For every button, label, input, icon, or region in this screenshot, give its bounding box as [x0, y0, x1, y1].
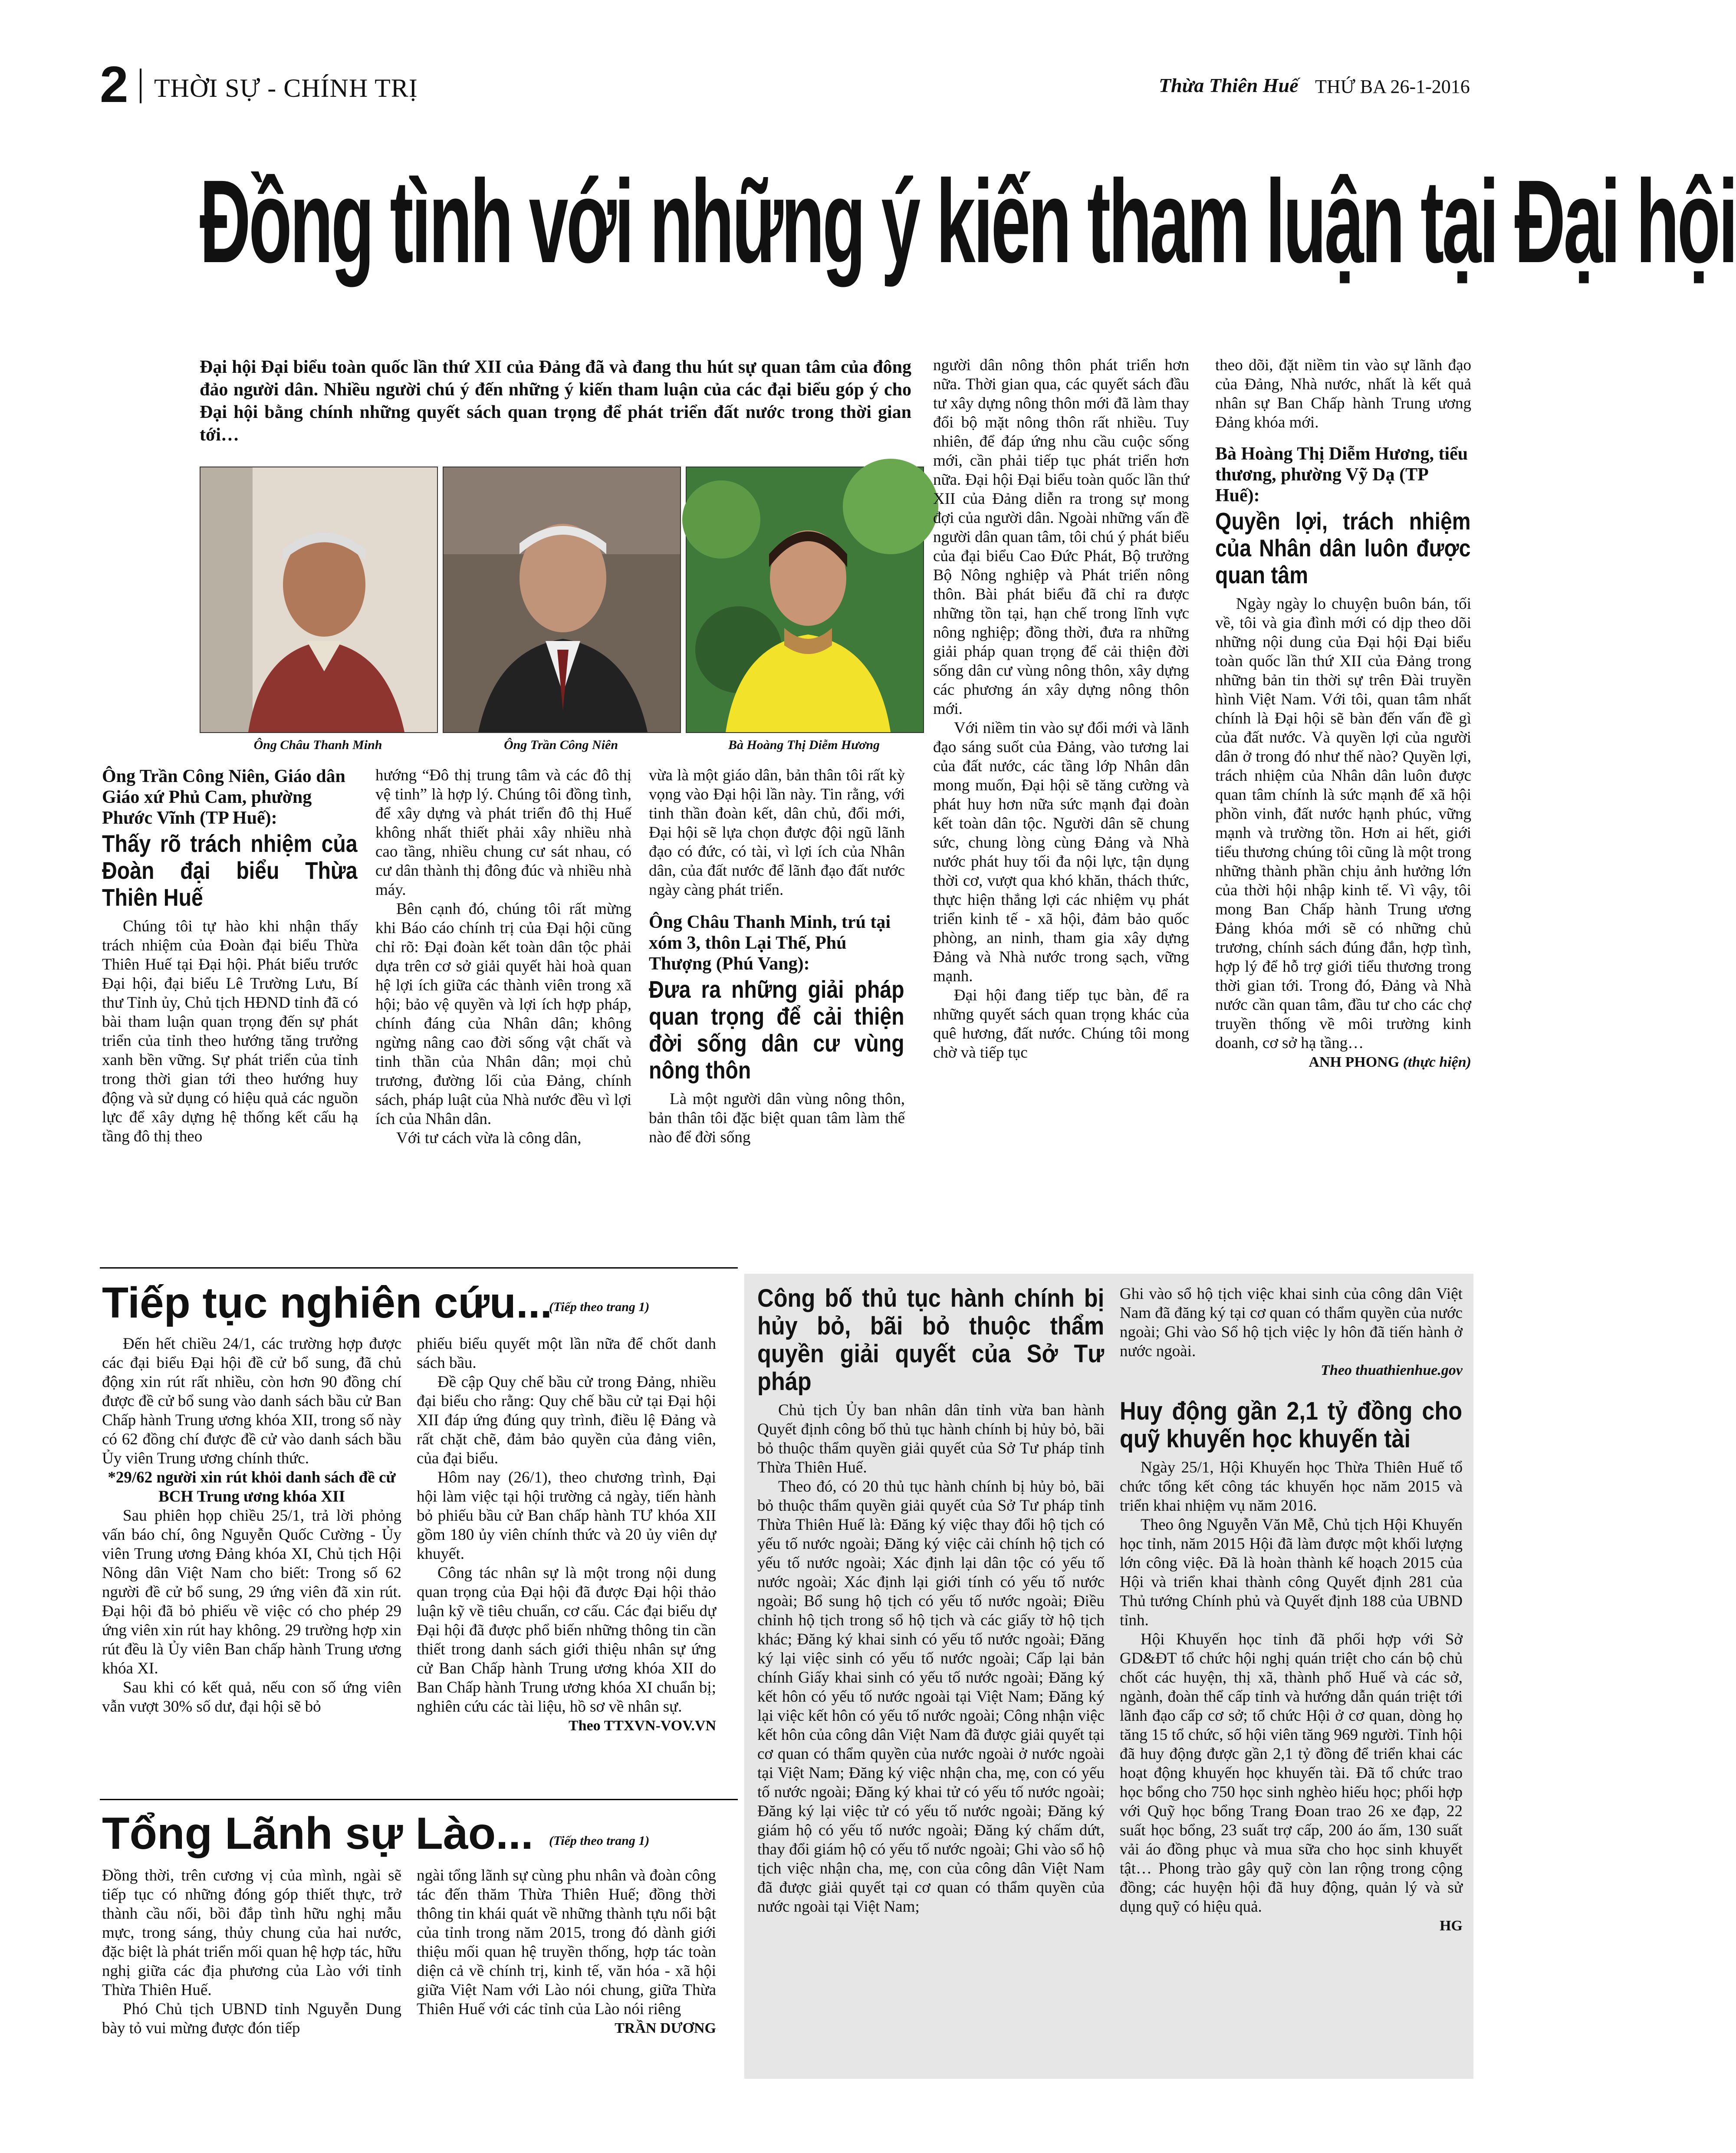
continue-col2-p3: Hôm nay (26/1), theo chương trình, Đại hội làm việc tại hội trường cả ngày, tiến hành bỏ phiếu bầu cử Ban chấp hành TƯ khóa XII gồm 180 ủy viên chính thức và 20 ủy viên dự khuyết.: [417, 1469, 716, 1563]
scholarship-headline: Huy động gần 2,1 tỷ đồng cho quỹ khuyến học khuyến tài: [1120, 1397, 1463, 1453]
scholarship-p2: Theo ông Nguyễn Văn Mễ, Chủ tịch Hội Khuyến học tỉnh, năm 2015 Hội đã làm được một khối lượng lớn công việc. Đã là hoàn thành kế hoạch 2015 của Hội và triển khai thành công Quyết định 281 của Thủ tướng Chính phủ và Quyết định 188 của UBND tỉnh.: [1120, 1516, 1463, 1629]
main-col-5: [1215, 356, 1471, 1072]
continue-credit: Theo TTXVN-VOV.VN: [569, 1718, 716, 1734]
section1-col1: Chúng tôi tự hào khi nhận thấy trách nhiệm của Đoàn đại biểu Thừa Thiên Huế tại Đại hội. Phát biểu trước Đại hội, đại biểu Lê Trường Lưu, Bí thư Tỉnh ủy, Chủ tịch HĐND tỉnh đã có bài tham luận quan trọng đến sự phát triển của tỉnh theo hướng tăng trưởng xanh bền vững. Sự phát triển của tỉnh trong thời gian tới theo hướng huy động và sử dụng có hiệu quả các nguồn lực để xây dựng hệ thống kết cấu hạ tầng đô thị theo: [102, 917, 358, 1145]
continue-col-2: [417, 1335, 716, 1736]
photo-caption-1: Ông Châu Thanh Minh: [253, 738, 382, 752]
scholarship-p1: Ngày 25/1, Hội Khuyến học Thừa Thiên Huế tổ chức tổng kết công tác khuyến học năm 2015 và triển khai nhiệm vụ năm 2016.: [1120, 1459, 1463, 1515]
continue-subhead: *29/62 người xin rút khỏi danh sách đề cử BCH Trung ương khóa XII: [108, 1469, 396, 1505]
continue-col1-p2: Sau phiên họp chiều 25/1, trả lời phỏng vấn báo chí, ông Nguyễn Quốc Cường - Ủy viên Trung ương Đảng khóa XI, Chủ tịch Hội Nông dân Việt Nam cho biết: Trong số 62 người đề cử bổ sung, 29 ứng viên đã xin rút. Đại hội đã bỏ phiếu về việc có cho phép 29 ứng viên xin rút hay không. 29 trường hợp xin rút đều là Ủy viên Ban chấp hành Trung ương khóa XI.: [102, 1507, 401, 1677]
scholarship-p3: Hội Khuyến học tỉnh đã phối hợp với Sở GD&ĐT tổ chức hội nghị quán triệt cho cán bộ chủ chốt các huyện, thị xã, thành phố Huế và các sở, ngành, đoàn thể cấp tỉnh và hướng dẫn quán triệt tới lãnh đạo cấp cơ sở; tổ chức Hội ở cơ quan, dòng họ tăng 15 tổ chức, số hội viên tăng 969 người. Tỉnh hội đã huy động được gần 2,1 tỷ đồng để triển khai các hoạt động khuyến học khuyến tài. Đã tổ chức trao học bổng cho 750 học sinh nghèo hiếu học; phối hợp với Quỹ học bổng Trang Đoan trao 26 xe đạp, 22 suất học bổng, 23 suất trợ cấp, 200 áo ấm, 130 suất vải áo đồng phục và mua sữa cho học sinh khuyết tật… Phong trào gây quỹ còn lan rộng trong cộng đồng; các huyện hội đã huy động, quản lý và sử dụng quỹ có hiệu quả.: [1120, 1630, 1463, 1916]
procedures-p2: Theo đó, có 20 thủ tục hành chính bị hủy bỏ, bãi bỏ thuộc thẩm quyền giải quyết của Sở Tư pháp tỉnh Thừa Thiên Huế là: Đăng ký việc thay đổi hộ tịch có yếu tố nước ngoài; Đăng ký việc cải chính hộ tịch có yếu tố nước ngoài; Xác định lại dân tộc có yếu tố nước ngoài; Xác định lại giới tính có yếu tố nước ngoài; Bổ sung hộ tịch có yếu tố nước ngoài; Điều chỉnh hộ tịch trong sổ hộ tịch và các giấy tờ hộ tịch khác; Đăng ký khai sinh có yếu tố nước ngoài; Đăng ký lại việc sinh có yếu tố nước ngoài; Cấp lại bản chính Giấy khai sinh có yếu tố nước ngoài; Đăng ký kết hôn có yếu tố nước ngoài tại Việt Nam; Đăng ký lại việc kết hôn có yếu tố nước ngoài; Công nhận việc kết hôn của công dân Việt Nam đã được giải quyết tại cơ quan có thẩm quyền của nước ngoài ở nước ngoài tại Việt Nam; Đăng ký việc nhận cha, mẹ, con có yếu tố nước ngoài; Đăng ký khai tử có yếu tố nước ngoài; Đăng ký lại việc tử có yếu tố nước ngoài; Đăng ký giám hộ có yếu tố nước ngoài; Đăng ký chấm dứt, thay đổi giám hộ có yếu tố nước ngoài; Ghi vào sổ hộ tịch việc nhận cha, mẹ, con của công dân Việt Nam đã được giải quyết tại cơ quan có thẩm quyền của nước ngoài tại Việt Nam;: [757, 1478, 1105, 1916]
laos-col1-p2: Phó Chủ tịch UBND tỉnh Nguyễn Dung bày tỏ vui mừng được đón tiếp: [102, 2000, 401, 2037]
header-divider: [140, 69, 141, 103]
laos-credit: TRẦN DƯƠNG: [615, 2020, 716, 2036]
main-lead: Đại hội Đại biểu toàn quốc lần thứ XII của Đảng đã và đang thu hút sự quan tâm của đông đảo người dân. Nhiều người chú ý đến những ý kiến tham luận của các đại biểu góp ý cho Đại hội bằng chính những quyết sách quan trọng để phát triển đất nước trong thời gian tới…: [200, 357, 911, 445]
section1-title: Thấy rõ trách nhiệm của Đoàn đại biểu Thừa Thiên Huế: [102, 830, 358, 911]
section1-name: Ông Trần Công Niên, Giáo dân Giáo xứ Phủ Cam, phường Phước Vĩnh (TP Huế):: [102, 766, 345, 828]
section-divider: [100, 1267, 738, 1269]
photo-chau-thanh-minh: [200, 467, 438, 733]
laos-col-2: [417, 1866, 716, 2038]
procedures-col-1: [757, 1285, 1105, 1916]
page-number: 2: [100, 56, 128, 113]
section3-name: Bà Hoàng Thị Diễm Hương, tiểu thương, phường Vỹ Dạ (TP Huế):: [1215, 444, 1468, 506]
laos-ref: (Tiếp theo trang 1): [549, 1834, 650, 1848]
main-col-4: [933, 356, 1189, 1062]
laos-col2-p1: ngài tổng lãnh sự cùng phu nhân và đoàn công tác đến thăm Thừa Thiên Huế; đồng thời thông tin khái quát về những thành tựu nổi bật của tỉnh trong năm 2015, trong đó dành giới thiệu mối quan hệ truyền thống, hợp tác toàn diện cả về chính trị, kinh tế, văn hóa - xã hội giữa Việt Nam với Lào nói chung, giữa Thừa Thiên Huế với các tỉnh của Lào nói riêng: [417, 1867, 716, 2018]
photo-caption-3: Bà Hoàng Thị Diễm Hương: [728, 738, 880, 752]
section2-title: Đưa ra những giải pháp quan trọng để cải thiện đời sống dân cư vùng nông thôn: [649, 976, 904, 1084]
section2-col5-p1: theo dõi, đặt niềm tin vào sự lãnh đạo của Đảng, Nhà nước, nhất là kết quả nhân sự Ban Chấp hành Trung ương Đảng khóa mới.: [1215, 356, 1471, 431]
page-header: [100, 56, 1476, 113]
section3-credit: [1215, 1053, 1471, 1072]
section2-col3-p2: Là một người dân vùng nông thôn, bản thân tôi đặc biệt quan tâm làm thế nào để đời sống: [649, 1090, 905, 1146]
continue-col1-p3: Sau khi có kết quả, nếu con số ứng viên vẫn vượt 30% số dư, đại hội sẽ bỏ: [102, 1679, 401, 1716]
continue-headline-row: [102, 1278, 731, 1330]
section1-col2-p3: Với tư cách vừa là công dân,: [396, 1129, 582, 1147]
section2-col4-p3: Đại hội đang tiếp tục bàn, để ra những quyết sách quan trọng khác của quê hương, đất nước. Chúng tôi mong chờ và tiếp tục: [933, 986, 1189, 1062]
section1-col2-p1: hướng “Đô thị trung tâm và các đô thị vệ tinh” là hợp lý. Chúng tôi đồng tình, để xây dựng và phát triển đô thị Huế không nhất thiết phải xây nhiều nhà cao tầng, nhiều chung cư sát nhau, có cư dân thành thị đông đúc và nhiều nhà máy.: [375, 766, 631, 899]
continue-headline: Tiếp tục nghiên cứu...: [102, 1279, 552, 1327]
continue-col2-p4: Công tác nhân sự là một trong nội dung quan trọng của Đại hội đã được Đại hội thảo luận kỹ về tiêu chuẩn, cơ cấu. Các đại biểu dự Đại hội đã được phổ biến những thông tin cần thiết trong danh sách giới thiệu nhân sự ứng cử Ban Chấp hành Trung ương khóa XII do Ban Chấp hành Trung ương khóa XI chuẩn bị; nghiên cứu các tài liệu, hồ sơ về nhân sự.: [417, 1564, 716, 1716]
photo-tran-cong-nien: [443, 467, 681, 733]
section2-col4-p1: người dân nông thôn phát triển hơn nữa. Thời gian qua, các quyết sách đầu tư xây dựng nông thôn mới đã làm thay đổi bộ mặt nông thôn rất nhiều. Tuy nhiên, để đáp ứng nhu cầu cuộc sống mới, cần phải tiếp tục phát triển hơn nữa. Đại hội Đại biểu toàn quốc lần thứ XII của Đảng diễn ra trong sự mong đợi của người dân. Ngoài những vấn đề người dân quan tâm, tôi chú ý phát biểu của đại biểu Cao Đức Phát, Bộ trưởng Bộ Nông nghiệp và Phát triển nông thôn. Bài phát biểu đã chỉ ra được những tồn tại, hạn chế trong lĩnh vực nông nghiệp; đồng thời, đưa ra những giải pháp quan trọng để cải thiện đời sống dân cư vùng nông thôn, xây dựng các phương án xây dựng nông thôn mới.: [933, 356, 1189, 718]
continue-ref: (Tiếp theo trang 1): [549, 1300, 650, 1314]
main-headline: Đồng tình với những ý kiến tham luận tại Đại hội: [200, 155, 1736, 287]
laos-col-1: [102, 1866, 401, 2038]
continue-col2-p2: Đề cập Quy chế bầu cử trong Đảng, nhiều đại biểu cho rằng: Quy chế bầu cử tại Đại hội XII đáp ứng đúng quy trình, điều lệ Đảng và rất chặt chẽ, đảm bảo quyền của đảng viên, của đại biểu.: [417, 1373, 716, 1467]
laos-headline: Tổng Lãnh sự Lào...: [102, 1808, 533, 1859]
continue-col1-p1: Đến hết chiều 24/1, các trường hợp được các đại biểu Đại hội đề cử bổ sung, đã chủ động xin rút rất nhiều, còn hơn 90 đồng chí được đề cử bổ sung vào danh sách bầu cử Ban Chấp hành Trung ương khóa XII, trong số này có 62 đồng chí được đề cử vào danh sách bầu Ủy viên Trung ương chính thức.: [102, 1335, 401, 1467]
procedures-p3: Ghi vào sổ hộ tịch việc khai sinh của công dân Việt Nam đã đăng ký tại cơ quan có thẩm quyền của nước ngoài; Ghi vào Sổ hộ tịch việc ly hôn đã tiến hành ở nước ngoài.: [1120, 1285, 1463, 1360]
section-name: THỜI SỰ - CHÍNH TRỊ: [154, 74, 418, 102]
section3-title: Quyền lợi, trách nhiệm của Nhân dân luôn được quan tâm: [1215, 507, 1471, 588]
main-col-2: [375, 766, 631, 1148]
section2-col4-p2: Với niềm tin vào sự đổi mới và lãnh đạo sáng suốt của Đảng, vào tương lai của đất nước, các tầng lớp Nhân dân mong muốn, Đại hội sẽ tăng cường và phát huy hơn nữa sức mạnh đại đoàn kết toàn dân tộc. Người dân sẽ chung sức, chung lòng cùng Đảng và Nhà nước phát huy tối đa nội lực, tận dụng thời cơ, vượt qua khó khăn, thách thức, thực hiện thắng lợi các nhiệm vụ phát triển kinh tế - xã hội, đảm bảo quốc phòng, an ninh, tham gia xây dựng Đảng và Nhà nước trong sạch, vững mạnh.: [933, 719, 1189, 985]
photo-hoang-thi-diem-huong: [686, 467, 924, 733]
section3-credit-note: (thực hiện): [1403, 1054, 1471, 1070]
photo-caption-2: Ông Trần Công Niên: [503, 738, 618, 752]
issue-date: THỨ BA 26-1-2016: [1315, 76, 1470, 97]
procedures-col-2: [1120, 1285, 1463, 1936]
procedures-headline: Công bố thủ tục hành chính bị hủy bỏ, bãi bỏ thuộc thẩm quyền giải quyết của Sở Tư pháp: [757, 1284, 1105, 1396]
section3-credit-name: ANH PHONG: [1309, 1054, 1400, 1070]
procedures-p1: Chủ tịch Ủy ban nhân dân tỉnh vừa ban hành Quyết định công bố thủ tục hành chính bị hủy bỏ, bãi bỏ thuộc thẩm quyền giải quyết của Sở Tư pháp tỉnh Thừa Thiên Huế.: [757, 1401, 1105, 1476]
scholarship-credit: HG: [1440, 1918, 1463, 1934]
section1-col2-p2: Bên cạnh đó, chúng tôi rất mừng khi Báo cáo chính trị của Đại hội cũng chỉ rõ: Đại đoàn kết toàn dân tộc phải dựa trên cơ sở giải quyết hài hoà quan hệ lợi ích giữa các thành viên trong xã hội; bảo vệ quyền và lợi ích hợp pháp, chính đáng của Nhân dân; không ngừng nâng cao đời sống vật chất và tinh thần của Nhân dân; mọi chủ trương, đường lối của Đảng, chính sách, pháp luật của Nhà nước đều vì lợi ích của Nhân dân.: [375, 900, 631, 1128]
continue-article: [102, 1278, 731, 1330]
laos-divider: [100, 1799, 738, 1800]
laos-article: [102, 1808, 731, 1864]
laos-col1-p1: Đồng thời, trên cương vị của mình, ngài sẽ tiếp tục có những đóng góp thiết thực, trở thành cầu nối, bồi đắp tình hữu nghị mẫu mực, trong sáng, thủy chung của hai nước, đặc biệt là phát triển mối quan hệ hợp tác, hữu nghị giữa các địa phương của Lào với tỉnh Thừa Thiên Huế.: [102, 1867, 401, 1999]
section2-name: Ông Châu Thanh Minh, trú tại xóm 3, thôn Lại Thế, Phú Thượng (Phú Vang):: [649, 912, 891, 974]
continue-col-1: [102, 1335, 401, 1716]
section3-col5-p2: Ngày ngày lo chuyện buôn bán, tối về, tôi và gia đình mới có dịp theo dõi những nội dung của Đại hội Đại biểu toàn quốc lần thứ XII của Đảng trong những bản tin thời sự trên Đài truyền hình Việt Nam. Với tôi, quan tâm nhất chính là Đại hội sẽ bàn đến vấn đề gì của đất nước. Và quyền lợi của người dân ở trong đó như thế nào? Quyền lợi, trách nhiệm của Nhân dân luôn được quan tâm chính là sức mạnh để xã hội phồn vinh, đất nước hạnh phúc, vững mạnh và trường tồn. Hơn ai hết, giới tiểu thương chúng tôi cũng là một trong những thành phần chịu ảnh hưởng lớn của thời hội nhập kinh tế. Vì vậy, tôi mong Ban Chấp hành Trung ương Đảng khóa mới sẽ có những chủ trương, chính sách đúng đắn, hợp tình, hợp lý để hỗ trợ giới tiểu thương trong thời gian tới. Trong đó, Đảng và Nhà nước cần quan tâm, đầu tư cho các chợ truyền thống về môi trường kinh doanh, cơ sở hạ tầng…: [1215, 595, 1471, 1052]
paper-name: Thừa Thiên Huế: [1159, 74, 1299, 96]
section1-col3-p1: vừa là một giáo dân, bản thân tôi rất kỳ vọng vào Đại hội lần này. Tin rằng, với tinh thần đoàn kết, dân chủ, đổi mới, Đại hội sẽ lựa chọn được đội ngũ lãnh đạo có đức, có tài, vì lợi ích của Nhân dân, của đất nước để lãnh đạo đất nước ngày càng phát triển.: [649, 766, 905, 899]
main-col-1: [102, 766, 358, 1146]
continue-col2-p1: phiếu biểu quyết một lần nữa để chốt danh sách bầu.: [417, 1335, 716, 1372]
procedures-credit: Theo thuathienhue.gov: [1321, 1362, 1463, 1378]
main-col-3: [649, 766, 905, 1147]
